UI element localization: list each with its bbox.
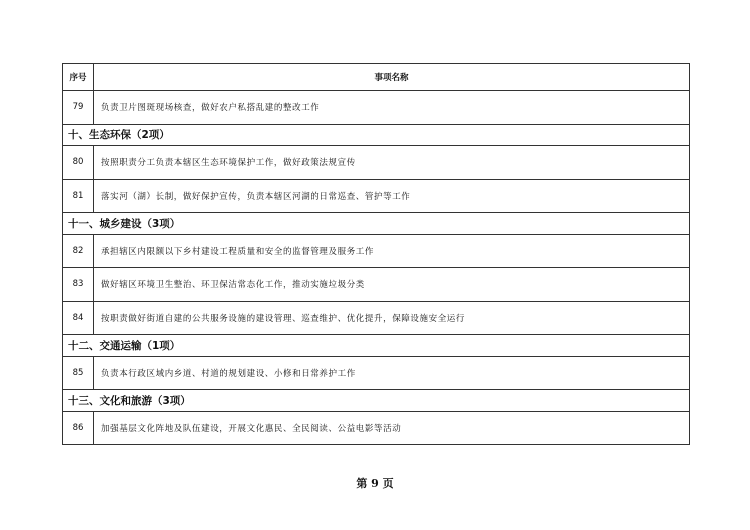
- item-number: 86: [63, 411, 94, 445]
- item-number: 80: [63, 146, 94, 180]
- header-serial-number: 序号: [63, 64, 94, 91]
- section-title: 十、生态环保（2项）: [63, 124, 690, 146]
- item-name: 落实河（湖）长制，做好保护宣传，负责本辖区河湖的日常巡查、管护等工作: [94, 179, 690, 213]
- table-row: [63, 356, 690, 390]
- item-name: 负责本行政区域内乡道、村道的规划建设、小修和日常养护工作: [94, 356, 690, 390]
- item-name: 承担辖区内限额以下乡村建设工程质量和安全的监督管理及服务工作: [94, 234, 690, 268]
- section-title: 十二、交通运输（1项）: [63, 335, 690, 357]
- item-number: 83: [63, 268, 94, 302]
- section-title: 十三、文化和旅游（3项）: [63, 390, 690, 412]
- table-header-row: [63, 64, 690, 91]
- table-row: [63, 268, 690, 302]
- item-number: 85: [63, 356, 94, 390]
- table-row: [63, 91, 690, 125]
- header-item-name: 事项名称: [94, 64, 690, 91]
- section-heading-row: [63, 124, 690, 146]
- table-row: [63, 234, 690, 268]
- item-name: 加强基层文化阵地及队伍建设，开展文化惠民、全民阅读、公益电影等活动: [94, 411, 690, 445]
- page-number: 第 9 页: [356, 477, 394, 490]
- item-name: 按职责做好街道自建的公共服务设施的建设管理、巡查维护、优化提升，保障设施安全运行: [94, 301, 690, 335]
- section-heading-row: [63, 213, 690, 235]
- section-title: 十一、城乡建设（3项）: [63, 213, 690, 235]
- item-name: 做好辖区环境卫生整治、环卫保洁常态化工作，推动实施垃圾分类: [94, 268, 690, 302]
- items-table: [62, 63, 690, 445]
- item-number: 79: [63, 91, 94, 125]
- section-heading-row: [63, 335, 690, 357]
- item-number: 81: [63, 179, 94, 213]
- table-row: [63, 301, 690, 335]
- table-row: [63, 146, 690, 180]
- item-number: 84: [63, 301, 94, 335]
- section-heading-row: [63, 390, 690, 412]
- item-name: 按照职责分工负责本辖区生态环境保护工作，做好政策法规宣传: [94, 146, 690, 180]
- item-name: 负责卫片图斑现场核查，做好农户私搭乱建的整改工作: [94, 91, 690, 125]
- table-row: [63, 411, 690, 445]
- item-number: 82: [63, 234, 94, 268]
- table-row: [63, 179, 690, 213]
